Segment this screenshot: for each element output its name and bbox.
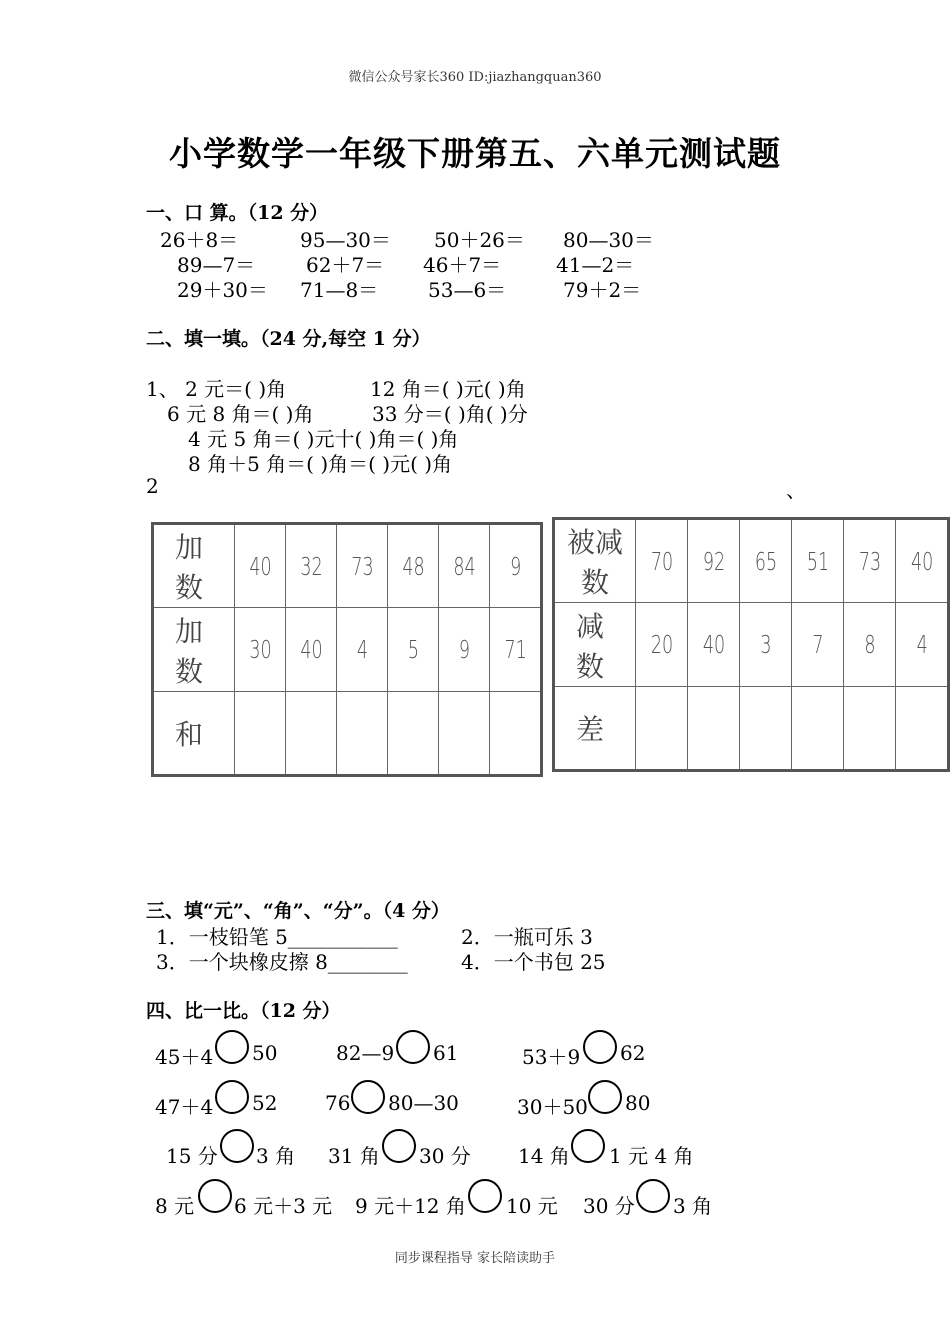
calc-item: 62＋7＝: [306, 253, 385, 277]
table-cell: 4: [344, 608, 380, 692]
table-cell: 65: [747, 519, 783, 603]
calc-item: 71—8＝: [300, 278, 379, 302]
compare-circle[interactable]: [396, 1030, 430, 1064]
section-3-heading: 三、填“元”、“角”、“分”。（4 分）: [146, 900, 450, 922]
unit-item: 4．一个书包 25: [461, 950, 606, 974]
compare-right: 30 分: [419, 1144, 471, 1168]
answer-cell[interactable]: [740, 687, 792, 771]
table-cell: 8: [851, 603, 887, 687]
table-cell: 51: [799, 519, 835, 603]
table-label: 加 数: [153, 608, 235, 692]
compare-left: 15 分: [166, 1144, 218, 1168]
table-label: 被减数: [554, 519, 636, 603]
table-cell: 5: [395, 608, 431, 692]
compare-right: 3 角: [673, 1194, 713, 1218]
page-header: 微信公众号家长360 ID:jiazhangquan360: [348, 70, 602, 85]
compare-right: 1 元 4 角: [609, 1144, 694, 1168]
table-cell: 40: [903, 519, 940, 603]
compare-right: 80—30: [388, 1091, 459, 1115]
compare-left: 47＋4: [155, 1095, 214, 1119]
compare-left: 76: [325, 1091, 351, 1115]
compare-circle[interactable]: [571, 1129, 605, 1163]
compare-left: 8 元: [155, 1194, 195, 1218]
compare-left: 9 元＋12 角: [355, 1194, 466, 1218]
answer-cell[interactable]: [439, 692, 490, 776]
compare-circle[interactable]: [382, 1129, 416, 1163]
answer-cell[interactable]: [235, 692, 286, 776]
calc-item: 80—30＝: [563, 228, 654, 252]
table-cell: 32: [293, 524, 329, 608]
compare-right: 10 元: [506, 1194, 558, 1218]
compare-circle[interactable]: [215, 1080, 249, 1114]
addition-table: [151, 522, 543, 777]
table-cell: 70: [643, 519, 679, 603]
compare-right: 61: [433, 1041, 459, 1065]
unit-item: 1．一枝铅笔 5___________: [156, 925, 398, 949]
table-cell: 20: [643, 603, 679, 687]
compare-left: 45＋4: [155, 1045, 214, 1069]
item-2-mark: 、: [786, 478, 806, 502]
table-cell: 92: [695, 519, 731, 603]
calc-item: 29＋30＝: [177, 278, 268, 302]
compare-right: 6 元＋3 元: [234, 1194, 333, 1218]
compare-left: 30 分: [583, 1194, 635, 1218]
calc-item: 89—7＝: [177, 253, 256, 277]
calc-item: 79＋2＝: [563, 278, 642, 302]
table-cell: 71: [497, 608, 533, 692]
table-cell: 9: [497, 524, 533, 608]
table-cell: 40: [293, 608, 329, 692]
calc-item: 95—30＝: [300, 228, 391, 252]
answer-cell[interactable]: [792, 687, 844, 771]
unit-item: 2．一瓶可乐 3: [461, 925, 593, 949]
answer-cell[interactable]: [844, 687, 896, 771]
compare-circle[interactable]: [198, 1179, 232, 1213]
table-cell: 40: [242, 524, 278, 608]
table-cell: 3: [747, 603, 783, 687]
compare-circle[interactable]: [220, 1129, 254, 1163]
compare-circle[interactable]: [636, 1179, 670, 1213]
compare-circle[interactable]: [351, 1080, 385, 1114]
table-cell: 84: [446, 524, 482, 608]
table-cell: 73: [344, 524, 380, 608]
answer-cell[interactable]: [636, 687, 688, 771]
section-1-heading: 一、口 算。（12 分）: [146, 202, 329, 224]
table-cell: 9: [446, 608, 482, 692]
table-label: 加 数: [153, 524, 235, 608]
section-4-heading: 四、比一比。（12 分）: [146, 1000, 341, 1022]
answer-cell[interactable]: [490, 692, 542, 776]
calc-item: 26＋8＝: [160, 228, 239, 252]
compare-circle[interactable]: [468, 1179, 502, 1213]
subtraction-table: [552, 517, 950, 772]
compare-left: 14 角: [518, 1144, 570, 1168]
fill-line: 4 元 5 角＝( )元十( )角＝( )角: [188, 427, 459, 451]
table-cell: 7: [799, 603, 835, 687]
calc-item: 50＋26＝: [434, 228, 525, 252]
compare-left: 82—9: [336, 1041, 395, 1065]
table-cell: 30: [242, 608, 278, 692]
compare-circle[interactable]: [215, 1030, 249, 1064]
fill-line: 33 分＝( )角( )分: [372, 402, 528, 426]
table-label: 减 数: [554, 603, 636, 687]
compare-circle[interactable]: [583, 1030, 617, 1064]
table-cell: 73: [851, 519, 887, 603]
unit-item: 3．一个块橡皮擦 8________: [156, 950, 408, 974]
compare-right: 3 角: [256, 1144, 296, 1168]
answer-cell[interactable]: [388, 692, 439, 776]
compare-left: 53＋9: [522, 1045, 581, 1069]
answer-cell[interactable]: [896, 687, 949, 771]
table-cell: 40: [695, 603, 731, 687]
compare-right: 62: [620, 1041, 646, 1065]
page-title: 小学数学一年级下册第五、六单元测试题: [169, 134, 781, 173]
fill-line: 8 角＋5 角＝( )角＝( )元( )角: [188, 452, 453, 476]
calc-item: 53—6＝: [428, 278, 507, 302]
table-label: 差: [554, 687, 636, 771]
compare-left: 31 角: [328, 1144, 380, 1168]
answer-cell[interactable]: [286, 692, 337, 776]
calc-item: 46＋7＝: [423, 253, 502, 277]
table-cell: 4: [903, 603, 940, 687]
table-cell: 48: [395, 524, 431, 608]
item-2-number: 2: [146, 474, 159, 498]
fill-line: 12 角＝( )元( )角: [370, 377, 526, 401]
calc-item: 41—2＝: [556, 253, 635, 277]
compare-right: 50: [252, 1041, 278, 1065]
page-footer: 同步课程指导 家长陪读助手: [394, 1251, 556, 1266]
compare-right: 52: [252, 1091, 278, 1115]
section-2-heading: 二、填一填。（24 分,每空 1 分）: [146, 328, 431, 350]
table-label: 和: [153, 692, 235, 776]
compare-left: 30＋50: [517, 1095, 588, 1119]
fill-line: 1、 2 元＝( )角: [146, 377, 287, 401]
answer-cell[interactable]: [337, 692, 388, 776]
answer-cell[interactable]: [688, 687, 740, 771]
compare-right: 80: [625, 1091, 651, 1115]
compare-circle[interactable]: [588, 1080, 622, 1114]
fill-line: 6 元 8 角＝( )角: [167, 402, 314, 426]
